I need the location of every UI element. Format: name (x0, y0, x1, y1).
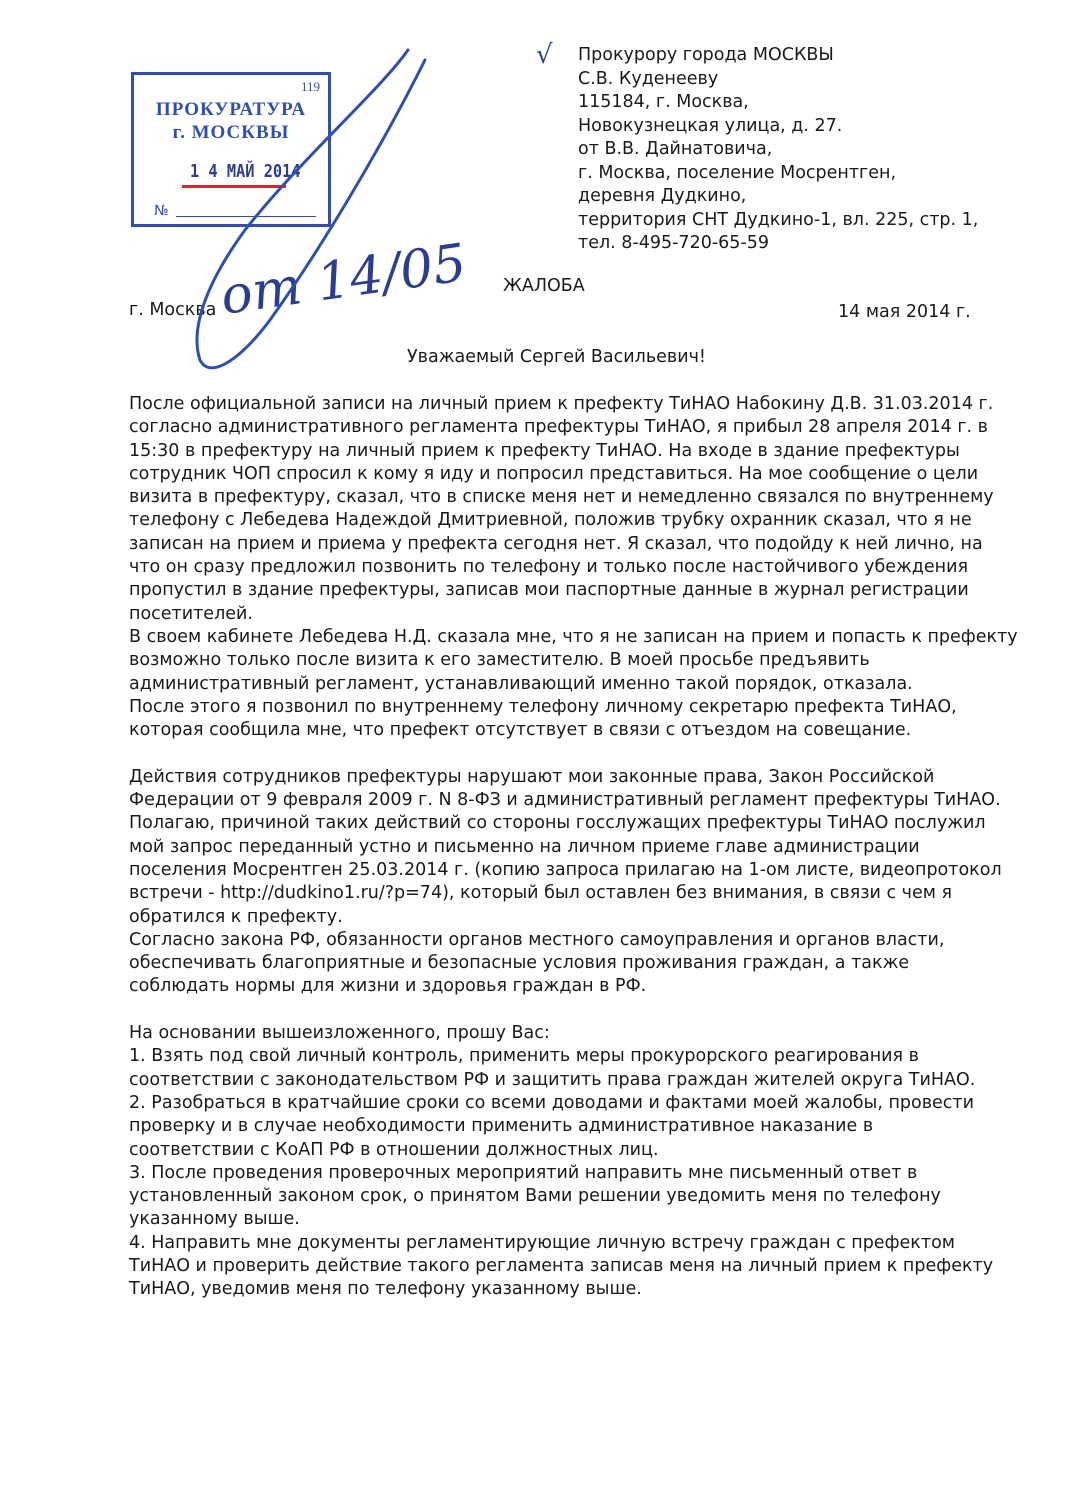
prosecutor-stamp (131, 72, 331, 227)
body-line: что он сразу предложил позвонить по телефону и только после настойчивого убеждения (129, 557, 969, 578)
addressee-line: Прокурору города МОСКВЫ (578, 45, 834, 65)
body-line: Полагаю, причиной таких действий со стороны госслужащих префектуры ТиНАО послужил (129, 813, 986, 834)
body-line: соблюдать нормы для жизни и здоровья граждан в РФ. (129, 976, 647, 997)
body-line: записан на прием и приема у префекта сегодня нет. Я сказал, что подойду к ней лично, на (129, 533, 983, 554)
body-line: ТиНАО, уведомив меня по телефону указанному выше. (129, 1279, 642, 1300)
document-body (129, 393, 1018, 1302)
paragraph-gap (129, 999, 979, 1022)
addressee-line: территория СНТ Дудкино-1, вл. 225, стр. 1, (578, 209, 979, 230)
body-line: административный регламент, устанавливающий именно такой порядок, отказала. (129, 673, 913, 694)
addressee-line: 115184, г. Москва, (578, 92, 749, 112)
paragraph-gap (129, 742, 979, 765)
body-line: 15:30 в префектуру на личный прием к префекту ТиНАО. На входе в здание префектуры (129, 440, 960, 461)
greeting: Уважаемый Сергей Васильевич! (407, 347, 706, 367)
body-line: соответствии с законодательством РФ и защитить права граждан жителей округа ТиНАО. (129, 1069, 976, 1090)
stamp-number: 119 (300, 79, 320, 94)
body-line: встречи - http://dudkino1.ru/?p=74), который был оставлен без внимания, в связи с чем я (129, 883, 953, 904)
check-mark: √ (536, 40, 553, 70)
body-line: ТиНАО и проверить действие такого регламента записав меня на личный прием к префекту (129, 1255, 994, 1276)
body-line: 3. После проведения проверочных мероприятий направить мне письменный ответ в (129, 1162, 918, 1183)
body-line: визита в префектуру, сказал, что в списке меня нет и немедленно связался по внутреннему (129, 487, 994, 508)
document-title: ЖАЛОБА (503, 276, 585, 296)
body-line: 2. Разобраться в кратчайшие сроки со всеми доводами и фактами моей жалобы, провести (129, 1092, 974, 1113)
stamp-date-underline (182, 185, 286, 188)
addressee-line: деревня Дудкино, (578, 186, 747, 206)
body-line: После этого я позвонил по внутреннему телефону личному секретарю префекта ТиНАО, (129, 696, 957, 717)
addressee-block (578, 44, 978, 256)
handwritten-note: от 14/05 (217, 233, 470, 327)
addressee-line: Новокузнецкая улица, д. 27. (578, 115, 843, 136)
stamp-line1: ПРОКУРАТУРА (155, 99, 307, 120)
addressee-line: г. Москва, поселение Мосрентген, (578, 162, 897, 183)
body-line: 4. Направить мне документы регламентирующие личную встречу граждан с префектом (129, 1232, 955, 1253)
stamp-no-field (176, 216, 316, 217)
body-line: 1. Взять под свой личный контроль, применить меры прокурорского реагирования в (129, 1046, 919, 1067)
body-line: После официальной записи на личный прием к префекту ТиНАО Набокину Д.В. 31.03.2014 г. (129, 394, 994, 414)
body-line: На основании вышеизложенного, прошу Вас: (129, 1023, 550, 1044)
body-line: проверку и в случае необходимости применить административное наказание в (129, 1116, 874, 1137)
body-line: поселения Мосрентген 25.03.2014 г. (копию запроса прилагаю на 1-ом листе, видеопротокол (129, 859, 1002, 880)
body-line: пропустил в здание префектуры, записав мои паспортные данные в журнал регистрации (129, 580, 969, 601)
body-line: сотрудник ЧОП спросил к кому я иду и попросил представиться. На мое сообщение о цели (129, 463, 979, 484)
body-line: обратился к префекту. (129, 906, 343, 927)
body-line: посетителей. (129, 603, 253, 624)
document-date: 14 мая 2014 г. (838, 302, 971, 322)
stamp-date: 1 4 МАЙ 2014 (190, 161, 301, 182)
stamp-line2: г. МОСКВЫ (172, 122, 290, 143)
body-line: В своем кабинете Лебедева Н.Д. сказала мне, что я не записан на прием и попасть к префекту (129, 626, 1018, 647)
body-line: указанному выше. (129, 1209, 300, 1230)
addressee-line: С.В. Куденееву (578, 68, 719, 89)
body-line: Согласно закона РФ, обязанности органов местного самоуправления и органов власти, (129, 929, 945, 950)
body-line: мой запрос переданный устно и письменно на личном приеме главе администрации (129, 836, 920, 857)
addressee-line: от В.В. Дайнатовича, (578, 139, 773, 159)
document-city: г. Москва (129, 300, 217, 320)
body-line: Федерации от 9 февраля 2009 г. N 8-ФЗ и административный регламент префектуры ТиНАО. (129, 790, 1001, 811)
addressee-line: тел. 8-495-720-65-59 (578, 233, 770, 253)
body-line: обеспечивать благоприятные и безопасные условия проживания граждан, а также (129, 953, 910, 974)
body-line: телефону с Лебедева Надеждой Дмитриевной, положив трубку охранник сказал, что я не (129, 510, 972, 531)
body-line: которая сообщила мне, что префект отсутствует в связи с отъездом на совещание. (129, 720, 912, 741)
body-line: возможно только после визита к его заместителю. В моей просьбе предъявить (129, 650, 870, 671)
body-line: согласно административного регламента префектуры ТиНАО, я прибыл 28 апреля 2014 г. в (129, 417, 988, 438)
body-line: установленный законом срок, о принятом Вами решении уведомить меня по телефону (129, 1186, 941, 1207)
body-line: соответствии с КоАП РФ в отношении должностных лиц. (129, 1139, 659, 1160)
stamp-no-label: № (154, 203, 169, 219)
body-line: Действия сотрудников префектуры нарушают мои законные права, Закон Российской (129, 766, 935, 787)
